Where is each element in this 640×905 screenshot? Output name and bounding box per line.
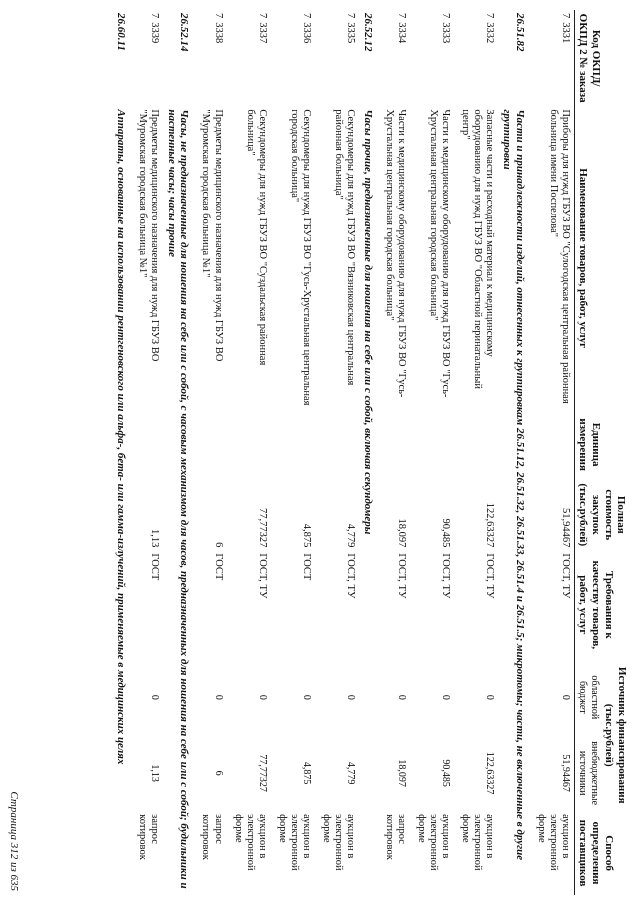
row-requirements: ГОСТ — [149, 553, 161, 581]
rotated-page — [10, 10, 630, 895]
row-id: 3336 — [300, 22, 312, 44]
row-budget: 0 — [212, 694, 224, 700]
header-source — [574, 659, 630, 811]
row-method: аукцион в электронной форме — [320, 814, 357, 871]
group-title: Части и принадлежности изделий, отнесенных к группировкам 26.51.12, 26.51.32, 26.51.33, 26.51.4 и 26.51.5; микротомы; части, не включенные в другие группировки — [500, 109, 526, 861]
table-row — [530, 10, 575, 895]
row-source — [454, 659, 498, 811]
row-name: Приборы для нужд ГБУЗ ВО "Сулогодская центральная районная больница имени Поспелова" — [547, 109, 571, 404]
row-name: Части к медицинскому оборудованию для нужд ГБУЗ ВО "Гусь-Хрустальная центральная городская больница" — [383, 109, 407, 398]
row-source — [315, 659, 359, 811]
group-code: 26.60.11 — [115, 13, 128, 51]
row-source — [227, 659, 271, 811]
row-unit — [454, 410, 498, 479]
row-cost: 4,875 — [300, 523, 312, 548]
row-name: Секундомеры для нужд ГБУЗ ВО "Вязниковская центральная районная больница" — [333, 109, 357, 386]
header-source-budget: областной бюджет — [577, 675, 600, 720]
row-extra: 6 — [212, 770, 224, 776]
row-unit — [194, 410, 226, 479]
row-requirements: ГОСТ, ТУ — [345, 553, 357, 599]
row-num: 7 — [559, 13, 571, 19]
row-budget: 0 — [395, 694, 407, 700]
header-source-extra: внебюджетные источники — [577, 741, 600, 806]
row-source — [530, 659, 575, 811]
group-row — [359, 10, 378, 895]
row-extra: 51,94467 — [559, 754, 571, 792]
row-id: 3335 — [345, 22, 357, 44]
row-extra: 1,13 — [149, 764, 161, 782]
row-id: 3334 — [395, 22, 407, 44]
header-method: Способ определения поставщиков — [574, 811, 630, 895]
row-unit — [530, 410, 575, 479]
row-method: аукцион в электронной форме — [232, 814, 268, 871]
row-method: аукцион в электронной форме — [276, 814, 312, 871]
row-extra: 4,779 — [345, 761, 357, 785]
row-code — [227, 10, 271, 106]
row-method: аукцион в электронной форме — [460, 814, 496, 871]
row-name: Предметы медицинского назначения для нужд ГБУЗ ВО "Муромская городская больница №1" — [200, 109, 224, 362]
row-num: 7 — [256, 13, 268, 19]
table-row — [227, 10, 271, 895]
row-requirements: ГОСТ — [300, 553, 312, 581]
row-method: запрос котировок — [200, 814, 224, 860]
row-code — [271, 10, 315, 106]
row-id: 3337 — [256, 22, 268, 44]
row-unit — [378, 410, 410, 479]
row-num: 7 — [300, 13, 312, 19]
table-body — [112, 10, 574, 895]
row-budget: 0 — [484, 694, 496, 700]
row-unit — [131, 410, 163, 479]
header-code: Код ОКПД/ ОКПД 2 № заказа — [574, 10, 630, 106]
row-budget: 0 — [300, 694, 312, 700]
row-cost: 51,94467 — [559, 508, 571, 548]
group-row — [112, 10, 131, 895]
row-cost: 6 — [212, 542, 224, 548]
row-method: аукцион в электронной форме — [415, 814, 452, 871]
row-code — [454, 10, 498, 106]
row-code — [315, 10, 359, 106]
table-row — [271, 10, 315, 895]
row-method: запрос котировок — [383, 814, 407, 860]
procurement-table — [112, 10, 630, 895]
row-source — [271, 659, 315, 811]
group-code: 26.52.12 — [361, 13, 374, 52]
group-row — [163, 10, 194, 895]
row-cost: 90,485 — [440, 518, 452, 548]
row-requirements: ГОСТ, ТУ — [256, 553, 268, 599]
row-num: 7 — [345, 13, 357, 19]
header-name: Наименование товаров, работ, услуг — [574, 106, 630, 410]
row-budget: 0 — [559, 694, 571, 700]
row-cost: 18,097 — [395, 518, 407, 548]
row-method: запрос котировок — [137, 814, 161, 860]
row-cost: 77,77327 — [256, 508, 268, 548]
group-code: 26.51.82 — [513, 13, 526, 52]
group-title: Часы прочие, предназначенные для ношения на себе или с собой, включая секундомеры — [361, 109, 374, 535]
row-code — [378, 10, 410, 106]
header-requirements: Требования к качеству товаров, работ, услуг — [574, 550, 630, 659]
row-code — [410, 10, 454, 106]
row-name: Секундомеры для нужд ГБУЗ ВО "Гусь-Хрустальная центральная городская больница" — [288, 109, 312, 406]
row-extra: 4,875 — [300, 761, 312, 785]
row-unit — [315, 410, 359, 479]
row-num: 7 — [149, 13, 161, 19]
row-name: Предметы медицинского назначения для нужд ГБУЗ ВО "Муромская городская больница №1" — [137, 109, 161, 362]
row-extra: 90,485 — [440, 759, 452, 787]
row-cost: 4,779 — [345, 523, 357, 548]
row-code — [194, 10, 226, 106]
row-extra: 18,097 — [395, 759, 407, 787]
row-budget: 0 — [149, 694, 161, 700]
header-unit: Единица измерения — [574, 410, 630, 479]
row-requirements: ГОСТ, ТУ — [559, 553, 571, 599]
row-budget: 0 — [256, 694, 268, 700]
row-name: Секундомеры для нужд ГБУЗ ВО "Суздальская районная больница" — [244, 109, 268, 366]
row-name: Части к медицинскому оборудованию для нужд ГБУЗ ВО "Гусь-Хрустальная центральная городская больница" — [428, 109, 452, 398]
header-source-title: Источник финансирования (тыс.рублей) — [603, 666, 628, 804]
header-cost: Полная стоимость закупок (тыс.рублей) — [574, 479, 630, 550]
row-requirements: ГОСТ, ТУ — [484, 553, 496, 599]
row-id: 3332 — [484, 22, 496, 44]
row-unit — [410, 410, 454, 479]
row-requirements: ГОСТ, ТУ — [440, 553, 452, 599]
row-budget: 0 — [440, 694, 452, 700]
table-header — [574, 10, 630, 895]
row-requirements: ГОСТ, ТУ — [395, 553, 407, 599]
group-code: 26.52.14 — [178, 13, 191, 52]
table-row — [194, 10, 226, 895]
table-row — [410, 10, 454, 895]
row-unit — [271, 410, 315, 479]
row-id: 3331 — [559, 22, 571, 44]
row-budget: 0 — [345, 694, 357, 700]
row-code — [530, 10, 575, 106]
group-row — [498, 10, 529, 895]
row-unit — [227, 410, 271, 479]
row-cost: 1,13 — [149, 529, 161, 548]
page-number: Страница 312 из 635 — [8, 791, 20, 891]
row-source — [410, 659, 454, 811]
group-title: Аппараты, основанные на использовании рентгеновского или альфа-, бета- или гамма-излучений, применяемые в медицинских целях — [115, 109, 128, 765]
row-source — [378, 659, 410, 811]
row-cost: 122,63327 — [484, 502, 496, 548]
row-num: 7 — [440, 13, 452, 19]
table-row — [315, 10, 359, 895]
row-id: 3333 — [440, 22, 452, 44]
row-name: Запасные части и расходный материал к медицинскому оборудованию для нужд ГБУЗ ВО "Областной перинатальный центр" — [460, 109, 496, 389]
row-id: 3338 — [212, 22, 224, 44]
table-row — [454, 10, 498, 895]
row-code — [131, 10, 163, 106]
row-id: 3339 — [149, 22, 161, 44]
row-requirements: ГОСТ — [212, 553, 224, 581]
row-method: аукцион в электронной форме — [535, 814, 571, 871]
table-row — [378, 10, 410, 895]
row-num: 7 — [484, 13, 496, 19]
group-title: Часы, не предназначенные для ношения на себе или с собой, с часовым механизмом для часов, предназначенных для ношения на себе или с собой; будильники и настенные часы; часы прочие — [165, 109, 191, 889]
row-num: 7 — [395, 13, 407, 19]
table-row — [131, 10, 163, 895]
row-source — [131, 659, 163, 811]
row-extra: 122,63327 — [484, 751, 496, 795]
row-num: 7 — [212, 13, 224, 19]
row-extra: 77,77327 — [256, 754, 268, 792]
row-source — [194, 659, 226, 811]
